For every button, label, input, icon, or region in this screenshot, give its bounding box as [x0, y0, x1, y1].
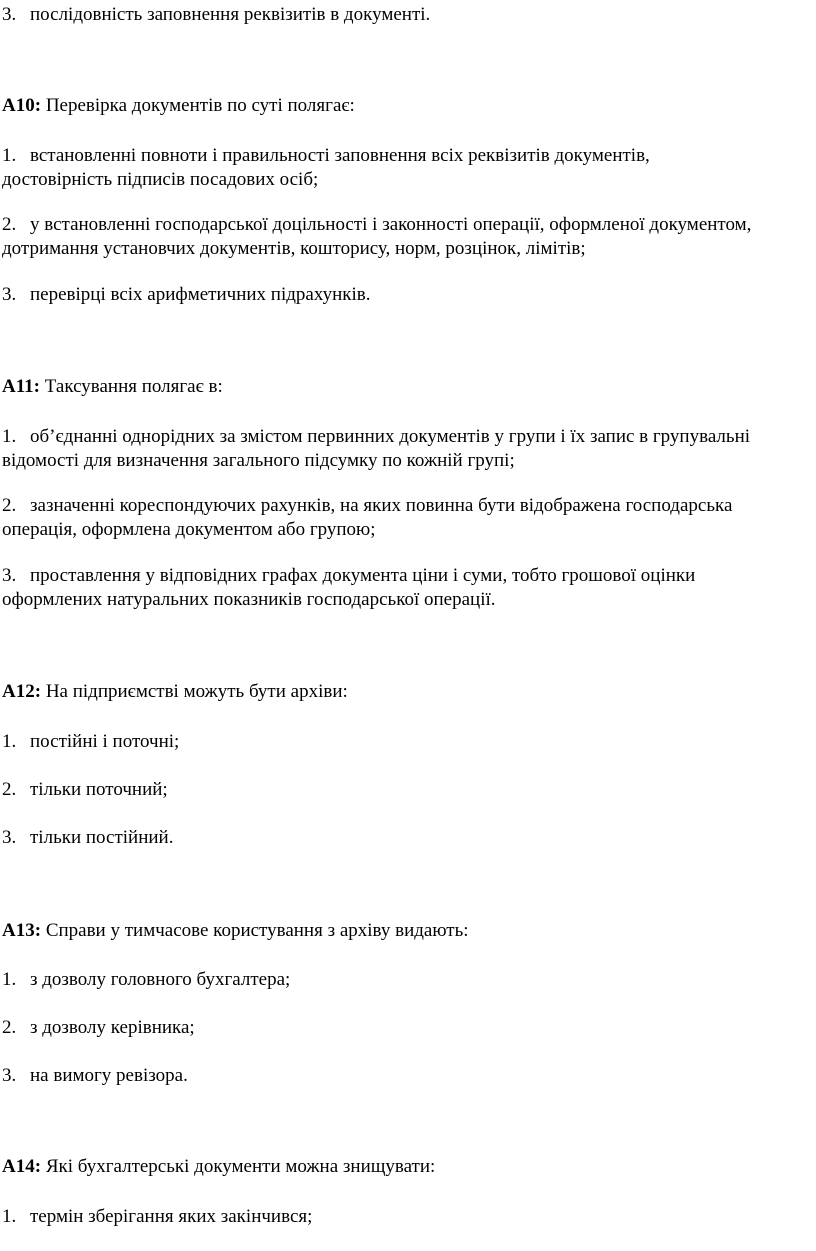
question-text: На підприємстві можуть бути архіви:: [41, 681, 348, 702]
option-text: перевірці всіх арифметичних підрахунків.: [30, 284, 371, 305]
option-line: [2, 825, 814, 850]
option-line: [2, 967, 814, 992]
option-line: [2, 563, 814, 588]
option-text: проставлення у відповідних графах документа ціни і суми, тобто грошової оцінки: [30, 565, 696, 586]
option-number: 3.: [2, 827, 17, 848]
question-label: A13:: [2, 920, 42, 941]
question-text: Справи у тимчасове користування з архіву видають:: [41, 920, 469, 941]
option-number: 1.: [2, 1206, 17, 1227]
option-line: [2, 1063, 814, 1088]
option-line: [2, 493, 814, 518]
option-continuation: достовірність підписів посадових осіб;: [2, 169, 319, 190]
question-heading: [2, 374, 814, 399]
option-continuation: відомості для визначення загального підсумку по кожній групі;: [2, 450, 515, 471]
option-text: послідовність заповнення реквізитів в документі.: [30, 4, 431, 25]
option-number: 2.: [2, 495, 17, 516]
option-text: у встановленні господарської доцільності і законності операції, оформленої документом,: [30, 214, 752, 235]
option-line: [2, 143, 814, 168]
option-text: постійні і поточні;: [30, 731, 180, 752]
question-label: A12:: [2, 681, 42, 702]
option-line: [2, 212, 814, 237]
option-number: 1.: [2, 426, 17, 447]
option-continuation: операція, оформлена документом або групою;: [2, 519, 376, 540]
question-label: A11:: [2, 376, 40, 397]
option-line: [2, 2, 814, 27]
option-line: [2, 424, 814, 449]
question-heading: [2, 1154, 814, 1179]
option-line: [2, 1204, 814, 1229]
option-text: тільки поточний;: [30, 779, 168, 800]
option-number: 1.: [2, 731, 17, 752]
option-number: 2.: [2, 1017, 17, 1038]
option-number: 3.: [2, 4, 17, 25]
question-text: Таксування полягає в:: [40, 376, 223, 397]
option-text: встановленні повноти і правильності заповнення всіх реквізитів документів,: [30, 145, 650, 166]
option-number: 1.: [2, 969, 17, 990]
option-continuation: дотримання установчих документів, кошторису, норм, розцінок, лімітів;: [2, 238, 586, 259]
option-text: термін зберігання яких закінчився;: [30, 1206, 313, 1227]
option-line: [2, 729, 814, 754]
question-heading: [2, 93, 814, 118]
question-heading: [2, 679, 814, 704]
option-text: тільки постійний.: [30, 827, 174, 848]
option-text: з дозволу керівника;: [30, 1017, 195, 1038]
option-line: [2, 1015, 814, 1040]
question-label: A10:: [2, 95, 42, 116]
option-text: з дозволу головного бухгалтера;: [30, 969, 291, 990]
option-text: зазначенні кореспондуючих рахунків, на яких повинна бути відображена господарська: [30, 495, 733, 516]
question-text: Які бухгалтерські документи можна знищувати:: [41, 1156, 436, 1177]
option-text: об’єднанні однорідних за змістом первинних документів у групи і їх запис в групувальні: [30, 426, 751, 447]
question-heading: [2, 918, 814, 943]
option-continuation: оформлених натуральних показників господарської операції.: [2, 589, 496, 610]
option-number: 3.: [2, 565, 17, 586]
option-line: [2, 777, 814, 802]
option-number: 1.: [2, 145, 17, 166]
option-number: 2.: [2, 779, 17, 800]
option-number: 3.: [2, 284, 17, 305]
option-text: на вимогу ревізора.: [30, 1065, 188, 1086]
question-text: Перевірка документів по суті полягає:: [41, 95, 355, 116]
question-label: A14:: [2, 1156, 42, 1177]
option-number: 3.: [2, 1065, 17, 1086]
option-line: [2, 282, 814, 307]
option-number: 2.: [2, 214, 17, 235]
